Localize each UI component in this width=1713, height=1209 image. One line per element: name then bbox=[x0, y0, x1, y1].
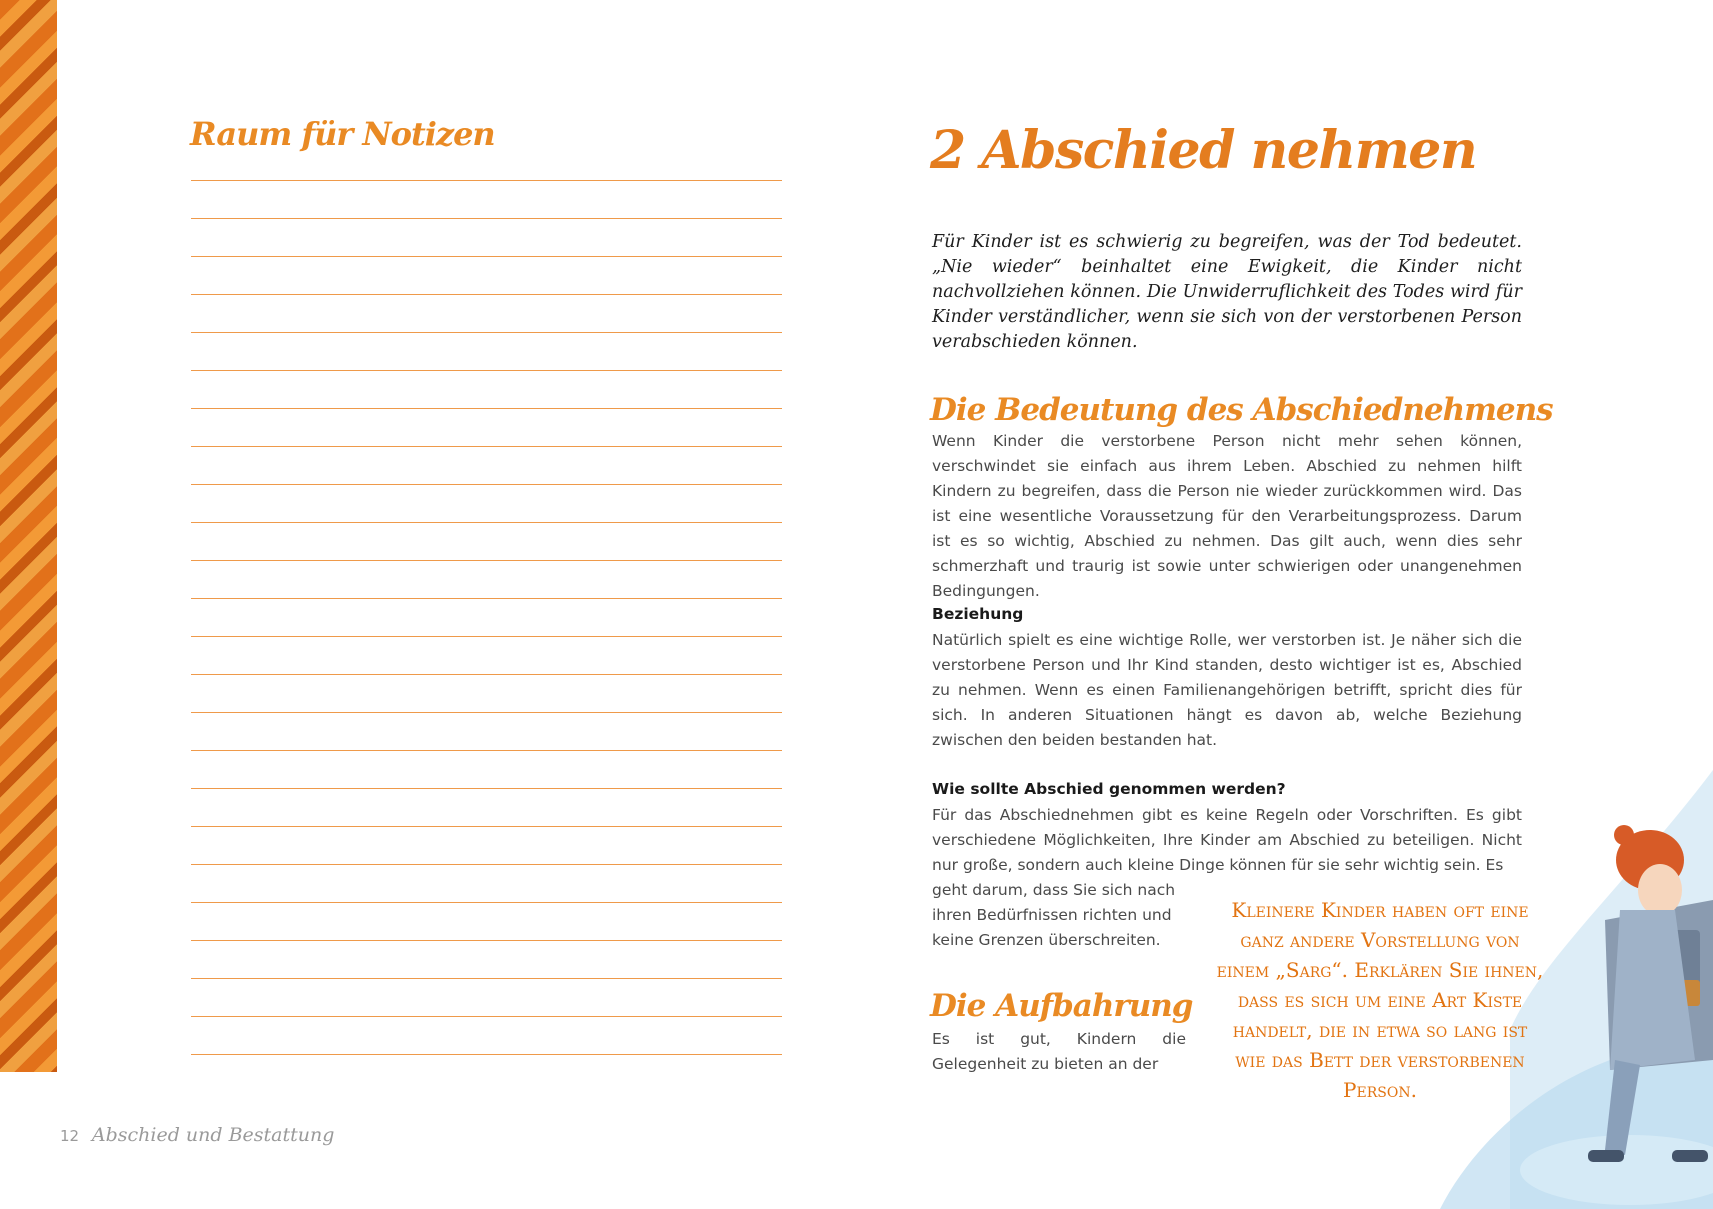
note-line bbox=[191, 484, 782, 485]
note-line bbox=[191, 408, 782, 409]
section-text-wie-narrow: geht darum, dass Sie sich nach ihren Bedürfnissen richten und keine Grenzen überschreiten. bbox=[932, 881, 1176, 949]
section-text-wie-wide: Für das Abschiednehmen gibt es keine Regeln oder Vorschriften. Es gibt verschiedene Möglichkeiten, Ihre Kinder am Abschied zu beteiligen. Nicht nur große, sondern auch kleine Dinge können für sie sehr wichtig sein. Es bbox=[932, 806, 1522, 874]
note-line bbox=[191, 1054, 782, 1055]
note-line bbox=[191, 180, 782, 181]
subheading-wie: Wie sollte Abschied genommen werden? bbox=[932, 780, 1286, 798]
note-line bbox=[191, 940, 782, 941]
note-line bbox=[191, 1016, 782, 1017]
notes-lines bbox=[191, 180, 782, 1070]
page-footer bbox=[60, 1124, 334, 1146]
note-line bbox=[191, 560, 782, 561]
page-number: 12 bbox=[60, 1127, 80, 1145]
section-heading-bedeutung: Die Bedeutung des Abschiednehmens bbox=[930, 392, 1553, 428]
note-line bbox=[191, 218, 782, 219]
section-text-bedeutung: Wenn Kinder die verstorbene Person nicht mehr sehen können, verschwindet sie einfach aus ihrem Leben. Abschied zu nehmen hilft Kindern zu begreifen, dass die Person nie wieder zurückkommen wird. Das ist eine wesentliche Voraussetzung für den Verarbeitungsprozess. Darum ist es so wichtig, Abschied zu nehmen. Das gilt auch, wenn dies sehr schmerzhaft und traurig ist sowie unter schwierigen oder unangenehmen Bedingungen. bbox=[932, 432, 1522, 600]
note-line bbox=[191, 256, 782, 257]
pull-quote: Kleinere Kinder haben oft eine ganz andere Vorstellung von einem „Sarg“. Erklären Sie ihnen, dass es sich um eine Art Kiste handelt, die in etwa so lang ist wie das Bett der verstorbenen Person. bbox=[1216, 898, 1544, 1102]
note-line bbox=[191, 902, 782, 903]
section-text-beziehung: Natürlich spielt es eine wichtige Rolle, wer verstorben ist. Je näher sich die verstorbene Person und Ihr Kind standen, desto wichtiger ist es, Abschied zu nehmen. Wenn es einen Familienangehörigen betrifft, spricht dies für sich. In anderen Situationen hängt es davon ab, welche Beziehung zwischen den beiden bestanden hat. bbox=[932, 631, 1522, 749]
notes-title: Raum für Notizen bbox=[190, 115, 495, 153]
decorative-orange-strip bbox=[0, 0, 57, 1072]
footer-book-title: Abschied und Bestattung bbox=[91, 1124, 335, 1146]
note-line bbox=[191, 788, 782, 789]
note-line bbox=[191, 864, 782, 865]
note-line bbox=[191, 332, 782, 333]
note-line bbox=[191, 522, 782, 523]
intro-paragraph: Für Kinder ist es schwierig zu begreifen, was der Tod bedeutet. „Nie wieder“ beinhaltet eine Ewigkeit, die Kinder nicht nachvollziehen können. Die Unwiderruflichkeit des Todes wird für Kinder verständlicher, wenn sie sich von der verstorbenen Person verabschieden können. bbox=[932, 232, 1522, 352]
note-line bbox=[191, 978, 782, 979]
note-line bbox=[191, 674, 782, 675]
note-line bbox=[191, 750, 782, 751]
note-line bbox=[191, 446, 782, 447]
note-line bbox=[191, 826, 782, 827]
section-heading-aufbahrung: Die Aufbahrung bbox=[930, 988, 1193, 1024]
note-line bbox=[191, 636, 782, 637]
subheading-beziehung: Beziehung bbox=[932, 605, 1024, 623]
section-text-aufbahrung: Es ist gut, Kindern die Gelegenheit zu bieten an der bbox=[932, 1030, 1186, 1073]
note-line bbox=[191, 712, 782, 713]
note-line bbox=[191, 598, 782, 599]
chapter-title: 2 Abschied nehmen bbox=[930, 120, 1477, 181]
note-line bbox=[191, 294, 782, 295]
note-line bbox=[191, 370, 782, 371]
